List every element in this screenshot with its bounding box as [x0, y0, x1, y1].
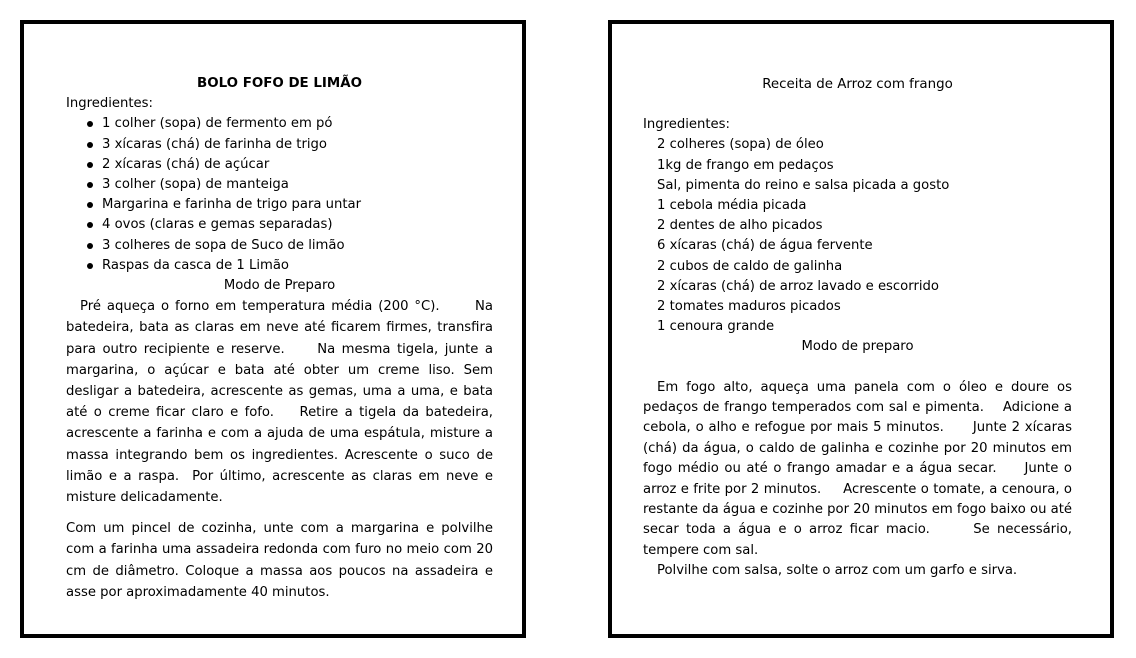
- list-item: 2 xícaras (chá) de arroz lavado e escorrido: [657, 278, 939, 294]
- recipe-title: BOLO FOFO DE LIMÃO: [197, 76, 362, 91]
- bullet-icon: [87, 263, 93, 269]
- bullet-icon: [87, 162, 93, 168]
- list-item: 2 dentes de alho picados: [657, 218, 823, 234]
- ingredients-heading: Ingredientes:: [643, 117, 730, 133]
- bullet-icon: [87, 202, 93, 208]
- bullet-icon: [87, 243, 93, 249]
- bullet-icon: [87, 121, 93, 127]
- ingredients-list: [643, 135, 1072, 337]
- list-item: 4 ovos (claras e gemas separadas): [66, 215, 493, 235]
- list-item: 2 xícaras (chá) de açúcar: [66, 155, 493, 175]
- list-item: Margarina e farinha de trigo para untar: [66, 195, 493, 215]
- list-item: Raspas da casca de 1 Limão: [66, 256, 493, 276]
- list-item: 1 colher (sopa) de fermento em pó: [66, 114, 493, 134]
- list-item: 2 colheres (sopa) de óleo: [657, 137, 824, 153]
- bullet-icon: [87, 142, 93, 148]
- ingredients-list: [66, 114, 493, 276]
- list-item: 6 xícaras (chá) de água fervente: [657, 238, 873, 254]
- list-item: 1 cenoura grande: [657, 319, 775, 335]
- bullet-icon: [87, 182, 93, 188]
- recipe-page-bolo: [20, 20, 526, 638]
- list-item: 2 tomates maduros picados: [657, 299, 841, 315]
- method-paragraph: Polvilhe com salsa, solte o arroz com um garfo e sirva.: [657, 563, 1018, 579]
- bullet-icon: [87, 222, 93, 228]
- list-item: 1 cebola média picada: [657, 198, 807, 214]
- recipe-content: [66, 74, 498, 603]
- method-heading: Modo de preparo: [801, 339, 914, 355]
- recipe-content: [643, 75, 1077, 582]
- method-paragraph: Em fogo alto, aqueça uma panela com o óleo e doure os pedaços de frango temperados com sal e pimenta. Adicione a cebola, o alho e refogue por mais 5 minutos. Junte 2 xícaras (chá) da água, o caldo de galinha e cozinhe por 20 minutos em fogo médio ou até o frango amadar e a água secar. Junte o arroz e frite por 2 minutos. Acrescente o tomate, a cenoura, o restante da água e cozinhe por 20 minutos em fogo baixo ou até secar toda a água e o arroz ficar macio. Se necessário, tempere com sal.: [643, 379, 1077, 558]
- method-paragraph: Com um pincel de cozinha, unte com a margarina e polvilhe com a farinha uma assadeira redonda com furo no meio com 20 cm de diâmetro. Coloque a massa aos poucos na assadeira e asse por aproximadamente 40 minutos.: [66, 521, 493, 600]
- list-item: 3 colheres de sopa de Suco de limão: [66, 236, 493, 256]
- method-heading: Modo de Preparo: [223, 278, 336, 294]
- ingredients-heading: Ingredientes:: [66, 96, 153, 112]
- recipe-title: Receita de Arroz com frango: [762, 77, 953, 92]
- recipe-page-arroz: [608, 20, 1114, 638]
- list-item: 2 cubos de caldo de galinha: [657, 258, 843, 274]
- list-item: 3 xícaras (chá) de farinha de trigo: [66, 135, 493, 155]
- list-item: Sal, pimenta do reino e salsa picada a gosto: [657, 177, 950, 193]
- list-item: 1kg de frango em pedaços: [657, 157, 834, 173]
- method-paragraph: Pré aqueça o forno em temperatura média (200 °C). Na batedeira, bata as claras em neve até ficarem firmes, transfira para outro recipiente e reserve. Na mesma tigela, junte a margarina, o açúcar e bata até obter um creme liso. Sem desligar a batedeira, acrescente as gemas, uma a uma, e bata até o creme ficar claro e fofo. Retire a tigela da batedeira, acrescente a farinha e com a ajuda de uma espátula, misture a massa integrando bem os ingredientes. Acrescente o suco de limão e a raspa. Por último, acrescente as claras em neve e misture delicadamente.: [66, 299, 498, 506]
- list-item: 3 colher (sopa) de manteiga: [66, 175, 493, 195]
